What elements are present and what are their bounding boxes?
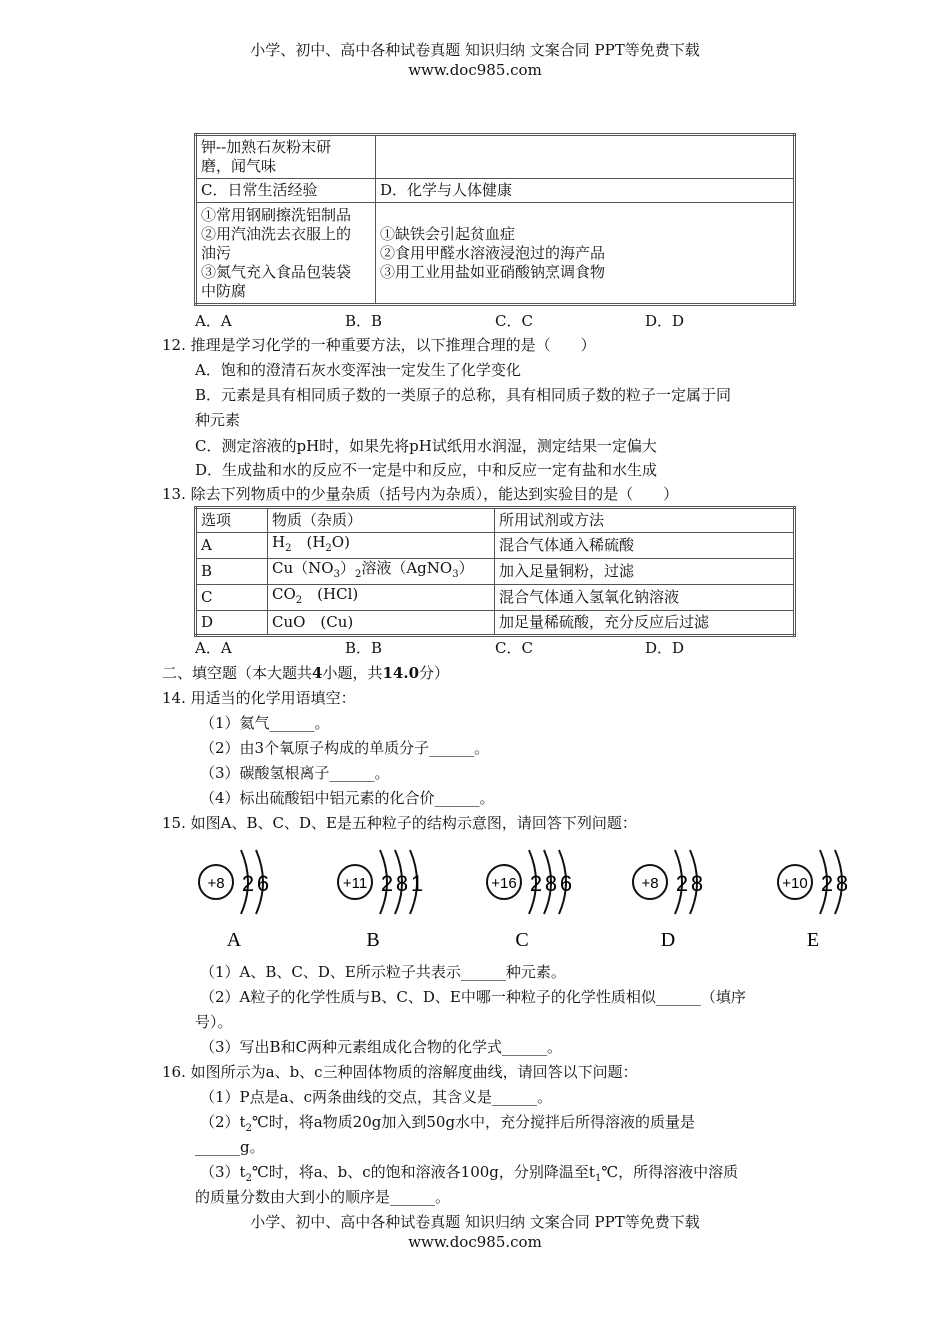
q11-cell-r1c1: 钾--加熟石灰粉末研 磨，闻气味 — [196, 135, 376, 179]
nucleus-charge: +11 — [342, 875, 368, 892]
q13-header-substance: 物质（杂质） — [268, 508, 495, 533]
q14-item-4: （4）标出硫酸铝中铝元素的化合价______。 — [200, 789, 495, 807]
section-title: 二、填空题（本大题共4小题，共14.0分） — [162, 664, 450, 682]
q16-question-3-cont: 的质量分数由大到小的顺序是______。 — [195, 1188, 451, 1206]
q12-option-b-cont: 种元素 — [195, 411, 241, 429]
nucleus-charge: +8 — [207, 875, 225, 892]
q11-d-items: ①缺铁会引起贫血症 ②食用甲醛水溶液浸泡过的海产品 ③用工业用盐如亚硝酸钠烹调食物 — [376, 203, 795, 305]
q11-option-b[interactable]: B．B — [345, 312, 383, 330]
q14-item-3: （3）碳酸氢根离子______。 — [200, 764, 390, 782]
q16-question-1: （1）P点是a、c两条曲线的交点，其含义是______。 — [200, 1088, 552, 1106]
q13-header-option: 选项 — [196, 508, 268, 533]
q12-option-b[interactable]: B．元素是具有相同质子数的一类原子的总称，具有相同质子数的粒子一定属于同 — [195, 386, 732, 404]
table-row: D CuO (Cu) 加足量稀硫酸，充分反应后过滤 — [196, 611, 795, 636]
q14-item-1: （1）氦气______。 — [200, 714, 330, 732]
electron-count: 1 — [410, 871, 424, 896]
q12-option-d[interactable]: D．生成盐和水的反应不一定是中和反应，中和反应一定有盐和水生成 — [195, 461, 658, 479]
q16-question-2-cont: ______g。 — [195, 1138, 265, 1156]
q11-c-items: ①常用钢刷擦洗铝制品 ②用汽油洗去衣服上的 油污 ③氮气充入食品包装袋 中防腐 — [196, 203, 376, 305]
electron-count: 8 — [835, 871, 849, 896]
atom-label: E — [806, 929, 820, 951]
electron-count: 8 — [395, 871, 409, 896]
q13-option-d[interactable]: D．D — [645, 639, 685, 657]
page-footer-url[interactable]: www.doc985.com — [408, 1233, 542, 1251]
q13-table — [194, 506, 796, 637]
q16-question-3: $(3)t_2℃$时，将a、b、c的饱和溶液各100g，分别降温至$t_1℃$，所得溶液中溶质 — [200, 1163, 739, 1184]
q13-option-c[interactable]: C．C — [495, 639, 533, 657]
q12-stem: 12. 推理是学习化学的一种重要方法，以下推理合理的是（ ） — [162, 336, 596, 354]
atom-label: C — [515, 929, 529, 951]
electron-count: 2 — [380, 871, 394, 896]
q11-table — [194, 133, 796, 306]
q11-option-a[interactable]: A．A — [195, 312, 232, 330]
q14-item-2: （2）由3个氧原子构成的单质分子______。 — [200, 739, 490, 757]
q15-question-1: （1）A、B、C、D、E所示粒子共表示______种元素。 — [200, 963, 566, 981]
electron-count: 2 — [241, 871, 255, 896]
q16-question-2: $(2)t_2℃$时，将a物质20g加入到50g水中，充分搅拌后所得溶液的质量是 — [200, 1113, 696, 1134]
q12-option-c[interactable]: C．测定溶液的pH时，如果先将pH试纸用水润湿，测定结果一定偏大 — [195, 437, 657, 455]
atom-d — [633, 850, 703, 951]
electron-count: 2 — [675, 871, 689, 896]
q16-stem: 16. 如图所示为a、b、c三种固体物质的溶解度曲线，请回答以下问题： — [162, 1063, 638, 1081]
table-row: B $Cu(NO_3)_2$溶液（AgNO$_3$） 加入足量铜粉，过滤 — [196, 559, 795, 585]
nucleus-charge: +16 — [491, 875, 517, 892]
q13-option-a[interactable]: A．A — [195, 639, 232, 657]
q15-stem: 15. 如图A、B、C、D、E是五种粒子的结构示意图，请回答下列问题： — [162, 814, 637, 832]
page-header-line1: 小学、初中、高中各种试卷真题 知识归纳 文案合同 PPT等免费下载 — [250, 41, 700, 59]
q15-question-2-cont: 号）。 — [195, 1013, 233, 1031]
q11-header-d: D．化学与人体健康 — [376, 179, 795, 203]
atom-label: D — [660, 929, 676, 951]
electron-count: 2 — [529, 871, 543, 896]
q11-option-c[interactable]: C．C — [495, 312, 533, 330]
q15-question-3: （3）写出B和C两种元素组成化合物的化学式______。 — [200, 1038, 563, 1056]
nucleus-charge: +8 — [641, 875, 659, 892]
atom-b — [338, 850, 423, 951]
page-footer-line1: 小学、初中、高中各种试卷真题 知识归纳 文案合同 PPT等免费下载 — [250, 1213, 700, 1231]
page-header-url[interactable]: www.doc985.com — [408, 61, 542, 79]
q13-stem: 13. 除去下列物质中的少量杂质（括号内为杂质），能达到实验目的是（ ） — [162, 485, 679, 503]
q11-option-d[interactable]: D．D — [645, 312, 685, 330]
electron-count: 2 — [820, 871, 834, 896]
q11-cell-r1c2 — [376, 135, 795, 179]
atom-c — [487, 850, 572, 951]
q13-option-b[interactable]: B．B — [345, 639, 383, 657]
electron-count: 8 — [690, 871, 704, 896]
q11-header-c: C．日常生活经验 — [196, 179, 376, 203]
q12-option-a[interactable]: A．饱和的澄清石灰水变浑浊一定发生了化学变化 — [195, 361, 521, 379]
atom-label: A — [226, 929, 242, 951]
nucleus-charge: +10 — [782, 875, 808, 892]
atom-label: B — [366, 929, 380, 951]
atom-structure-diagrams — [190, 842, 870, 962]
electron-count: 6 — [559, 871, 573, 896]
table-row: A $H_2$ $(H_2O)$ 混合气体通入稀硫酸 — [196, 533, 795, 559]
electron-count: 8 — [544, 871, 558, 896]
q15-question-2: （2）A粒子的化学性质与B、C、D、E中哪一种粒子的化学性质相似______（填序 — [200, 988, 746, 1006]
electron-count: 6 — [256, 871, 270, 896]
q14-stem: 14. 用适当的化学用语填空： — [162, 689, 356, 707]
atom-e — [778, 850, 848, 951]
atom-a — [199, 850, 269, 951]
q13-header-method: 所用试剂或方法 — [495, 508, 795, 533]
table-row: C $CO_2$ (HCl) 混合气体通入氢氧化钠溶液 — [196, 585, 795, 611]
